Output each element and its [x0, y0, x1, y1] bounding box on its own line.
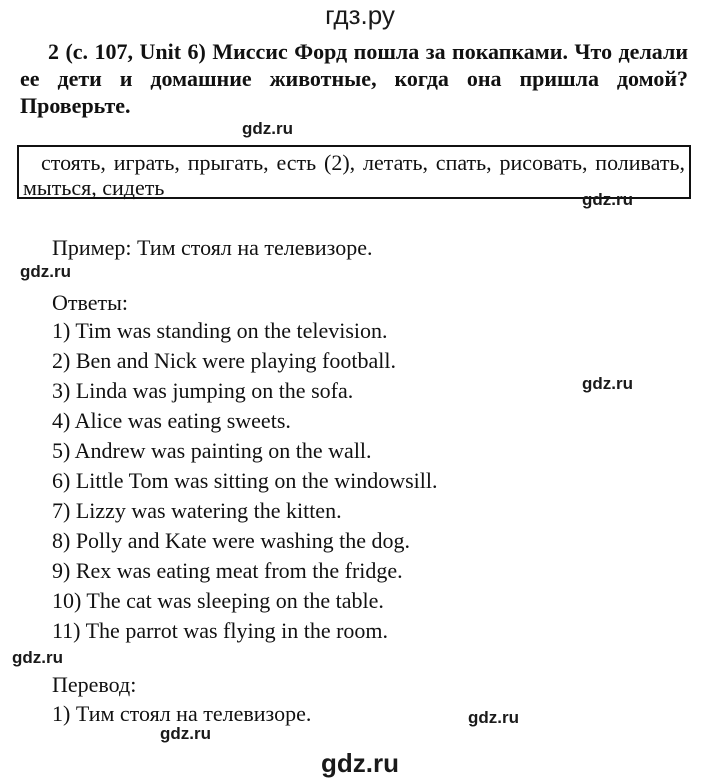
watermark: gdz.ru [468, 708, 519, 727]
answer-item: 2) Ben and Nick were playing football. [52, 348, 396, 373]
watermark: gdz.ru [160, 724, 211, 743]
answer-item: 4) Alice was eating sweets. [52, 408, 291, 433]
watermark: gdz.ru [12, 648, 63, 667]
answer-item: 1) Tim was standing on the television. [52, 318, 388, 343]
watermark: gdz.ru [20, 262, 71, 281]
task-heading: 2 (с. 107, Unit 6) Миссис Форд пошла за покапками. Что делали ее дети и домашние животные, когда она пришла домой? Проверьте. [20, 39, 688, 118]
answers-label: Ответы: [52, 290, 129, 315]
answer-item: 7) Lizzy was watering the kitten. [52, 498, 342, 523]
answer-item: 10) The cat was sleeping on the table. [52, 588, 384, 613]
answer-item: 11) The parrot was flying in the room. [52, 618, 389, 643]
answer-item: 5) Andrew was painting on the wall. [52, 438, 372, 463]
watermark: gdz.ru [582, 374, 633, 393]
translation-label: Перевод: [52, 672, 137, 697]
answers-list [52, 316, 437, 646]
example-line: Пример: Тим стоял на телевизоре. [52, 235, 373, 260]
answer-item: 9) Rex was eating meat from the fridge. [52, 558, 403, 583]
watermark: gdz.ru [242, 119, 293, 138]
watermark-footer: gdz.ru [321, 748, 399, 778]
word-box-text: стоять, играть, прыгать, есть (2), летать, спать, рисовать, поливать, мыться, сидеть [23, 150, 685, 200]
translation-line: 1) Тим стоял на телевизоре. [52, 701, 312, 726]
answer-item: 6) Little Tom was sitting on the windowsill. [52, 468, 438, 493]
watermark: gdz.ru [582, 190, 633, 209]
watermark-header: гдз.ру [325, 0, 395, 30]
answer-item: 3) Linda was jumping on the sofa. [52, 378, 354, 403]
answer-item: 8) Polly and Kate were washing the dog. [52, 528, 411, 553]
